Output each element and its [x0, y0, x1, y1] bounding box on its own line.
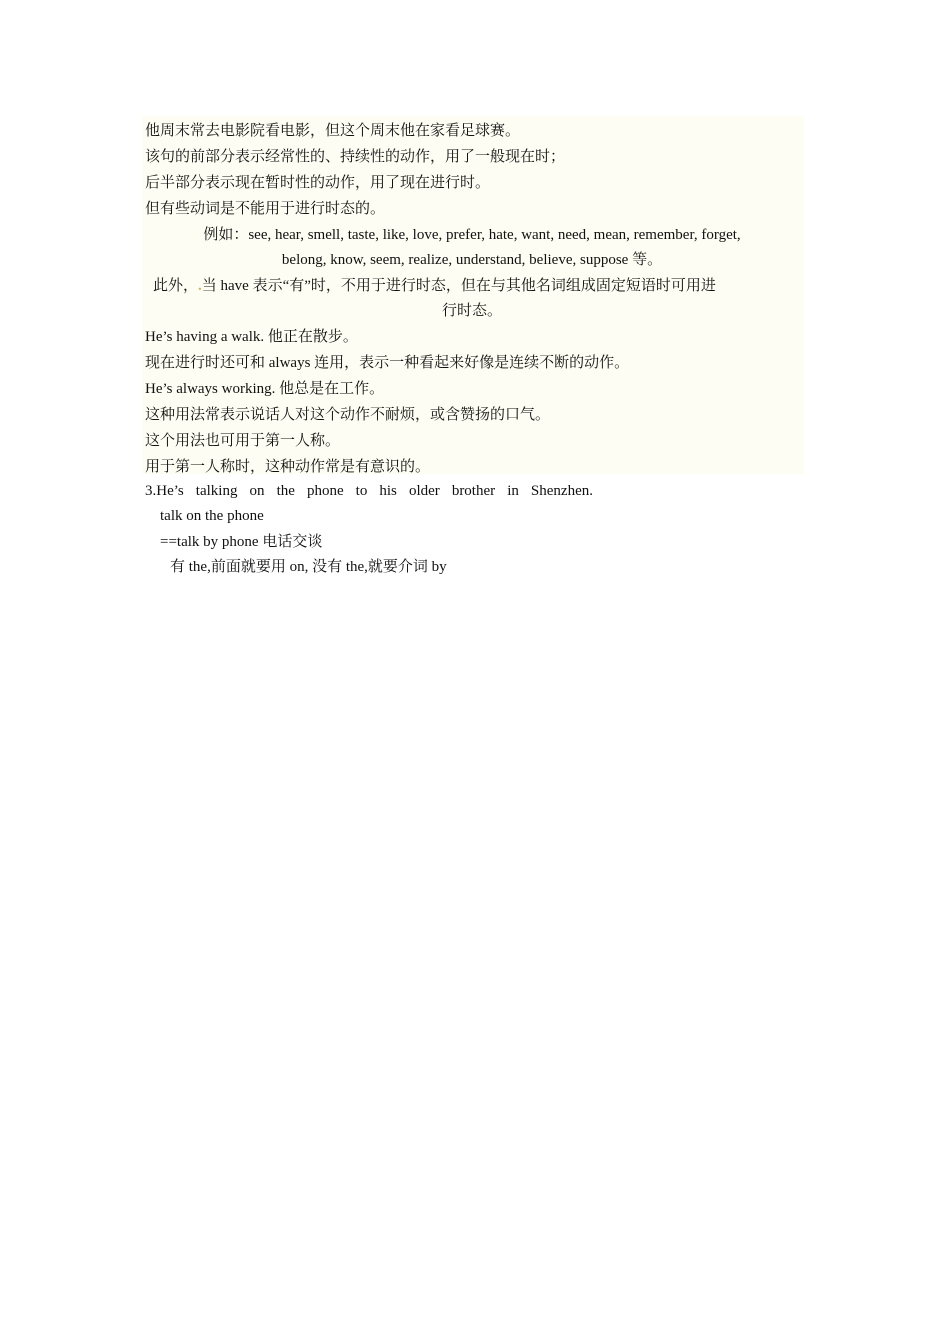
sentence-word: brother: [451, 483, 496, 499]
text-line-example-verbs: 例如：see, hear, smell, taste, like, love, prefer, hate, want, need, mean, remember, forget,: [203, 227, 741, 243]
text-line-front-part: 该句的前部分表示经常性的、持续性的动作，用了一般现在时；: [145, 149, 566, 165]
sentence-word: phone: [306, 483, 344, 499]
text-line-intentional: 用于第一人称时，这种动作常是有意识的。: [145, 459, 431, 475]
highlight-mark: .: [198, 278, 202, 294]
sentence-word: the: [276, 483, 295, 499]
text-line-back-part: 后半部分表示现在暂时性的动作，用了现在进行时。: [145, 175, 491, 191]
text-line-having-walk: He’s having a walk. 他正在散步。: [145, 329, 358, 345]
text-line-some-verbs: 但有些动词是不能用于进行时态的。: [145, 201, 386, 217]
text-line-always-working: He’s always working. 他总是在工作。: [145, 381, 385, 397]
text-line-impatience: 这种用法常表示说话人对这个动作不耐烦，或含赞扬的口气。: [145, 407, 551, 423]
sentence-word: Shenzhen.: [530, 483, 593, 499]
sentence-word: older: [408, 483, 440, 499]
sentence-word: to: [355, 483, 368, 499]
text-line-always-usage: 现在进行时还可和 always 连用，表示一种看起来好像是连续不断的动作。: [145, 355, 630, 371]
text-line-shenzhen: [145, 481, 593, 501]
text-line-example-verbs-cont: belong, know, seem, realize, understand, believe, suppose 等。: [281, 252, 663, 268]
text-line-first-person: 这个用法也可用于第一人称。: [145, 433, 341, 449]
text-line-preposition-note: 有 the,前面就要用 on, 没有 the,就要介词 by: [170, 559, 447, 575]
have-note-body: 当 have 表示“有”时，不用于进行时态，但在与其他名词组成固定短语时可用进: [201, 278, 716, 294]
sentence-word: on: [249, 483, 265, 499]
sentence-word: talking: [195, 483, 238, 499]
sentence-word: his: [379, 483, 397, 499]
text-line-have-note-cont: 行时态。: [441, 303, 502, 319]
have-note-prefix: 此外，: [153, 278, 199, 294]
text-line-talk-by-phone: ==talk by phone 电话交谈: [160, 534, 323, 550]
sentence-word: in: [507, 483, 519, 499]
text-line-weekend-movie: 他周末常去电影院看电影，但这个周末他在家看足球赛。: [145, 123, 521, 139]
sentence-word: 3.He’s: [145, 483, 184, 499]
text-line-have-note: [153, 276, 716, 296]
text-line-talk-on-phone: talk on the phone: [160, 508, 264, 524]
